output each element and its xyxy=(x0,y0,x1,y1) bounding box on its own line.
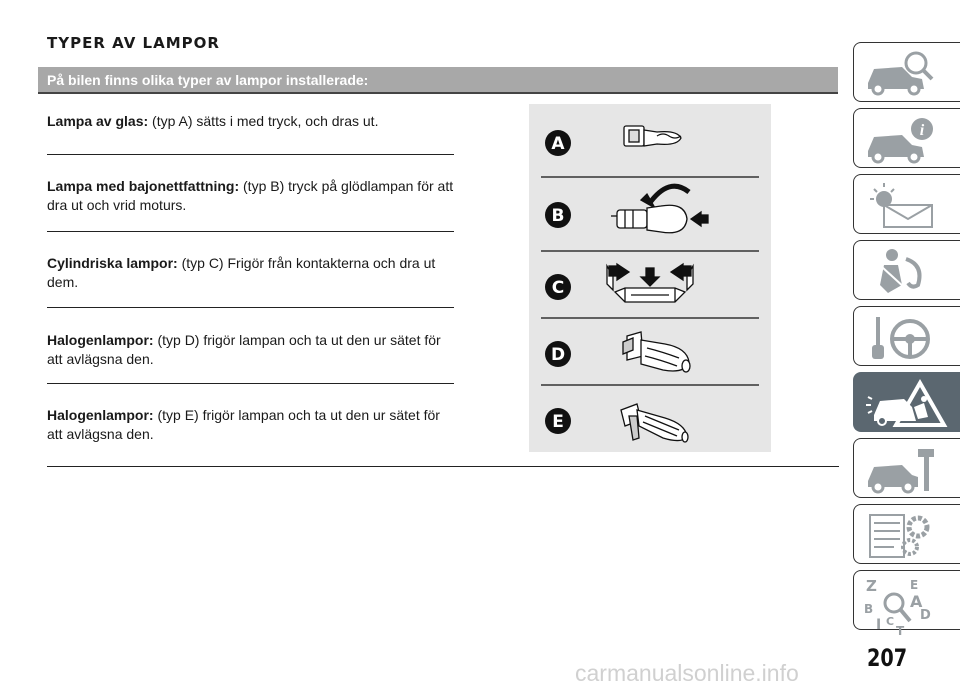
divider xyxy=(47,154,454,155)
svg-text:E: E xyxy=(910,578,919,592)
divider xyxy=(47,231,454,232)
h1-halogen-bulb-icon xyxy=(621,404,688,442)
h4-halogen-bulb-icon xyxy=(623,332,690,372)
badge-letter: A xyxy=(551,134,565,154)
entry-text: (typ D) frigör lampan och ta ut den ur sätet för att avlägsna den. xyxy=(47,332,441,367)
glass-wedge-bulb-icon xyxy=(624,126,681,146)
car-dashboard-icon xyxy=(862,47,942,99)
lamp-types-illustration xyxy=(529,104,771,452)
badge-d xyxy=(545,341,571,367)
warning-lights-message-icon xyxy=(862,179,942,231)
airbag-safety-icon xyxy=(862,245,942,297)
watermark: carmanualsonline.info xyxy=(575,660,799,686)
svg-text:B: B xyxy=(864,602,874,616)
svg-text:i: i xyxy=(919,122,925,139)
badge-letter: D xyxy=(550,345,566,365)
tab-index[interactable] xyxy=(853,570,960,635)
entry-text: (typ A) sätts i med tryck, och dras ut. xyxy=(152,113,379,129)
svg-text:A: A xyxy=(910,592,923,611)
badge-letter: E xyxy=(552,412,564,432)
entry-text: (typ E) frigör lampan och ta ut den ur sätet för att avlägsna den. xyxy=(47,407,440,442)
divider xyxy=(47,307,454,308)
entry-lamp-b xyxy=(47,177,454,215)
subtitle-bar: På bilen finns olika typer av lampor installerade: xyxy=(38,67,838,94)
page-number: 207 xyxy=(867,644,908,672)
badge-c xyxy=(545,274,571,300)
bayonet-bulb-icon xyxy=(611,186,708,233)
svg-text:C: C xyxy=(886,615,895,628)
key-steering-wheel-icon xyxy=(862,311,942,363)
bottom-divider xyxy=(47,466,839,467)
entry-term: Halogenlampor: xyxy=(47,332,154,348)
entry-term: Cylindriska lampor: xyxy=(47,255,178,271)
entry-text: (typ B) tryck på glödlampan för att dra ut och vrid moturs. xyxy=(47,178,454,213)
alphabetical-index-icon xyxy=(862,575,942,635)
technical-data-gears-icon xyxy=(862,509,942,561)
tab-dashboard[interactable] xyxy=(853,42,960,102)
entry-lamp-e xyxy=(47,406,454,444)
entry-term: Lampa av glas: xyxy=(47,113,149,129)
svg-text:I: I xyxy=(876,617,882,633)
festoon-bulb-icon xyxy=(607,264,693,302)
tab-starting-driving[interactable] xyxy=(853,306,960,366)
tab-warning-lights[interactable] xyxy=(853,174,960,234)
entry-lamp-c xyxy=(47,254,454,292)
entry-text: (typ C) Frigör från kontakterna och dra ut dem. xyxy=(47,255,436,290)
tab-safety[interactable] xyxy=(853,240,960,300)
section-title: TYPER AV LAMPOR xyxy=(47,34,220,52)
tab-car-info[interactable] xyxy=(853,108,960,168)
badge-e xyxy=(545,408,571,434)
tab-maintenance[interactable] xyxy=(853,438,960,498)
badge-b xyxy=(545,202,571,228)
entry-term: Lampa med bajonettfattning: xyxy=(47,178,240,194)
badge-letter: C xyxy=(551,278,565,298)
svg-text:Z: Z xyxy=(866,577,877,595)
car-maintenance-wrench-icon xyxy=(862,443,942,495)
car-emergency-warning-triangle-icon xyxy=(862,377,948,429)
entry-lamp-d xyxy=(47,331,454,369)
svg-text:T: T xyxy=(896,624,905,635)
entry-lamp-a xyxy=(47,112,454,131)
tab-emergency[interactable] xyxy=(853,372,960,432)
tab-technical-data[interactable] xyxy=(853,504,960,564)
badge-a xyxy=(545,130,571,156)
svg-text:D: D xyxy=(920,608,931,623)
badge-letter: B xyxy=(551,206,565,226)
divider xyxy=(47,383,454,384)
entry-term: Halogenlampor: xyxy=(47,407,154,423)
car-info-icon xyxy=(862,113,942,165)
